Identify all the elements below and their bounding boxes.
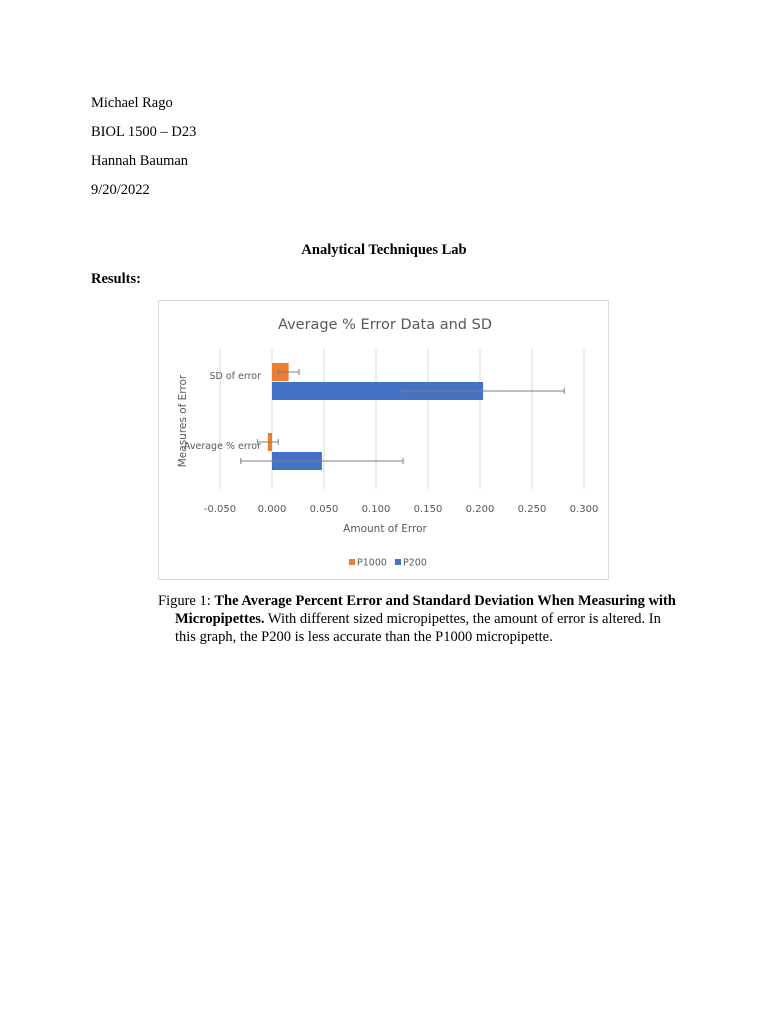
chart-canvas — [159, 301, 610, 581]
category-label: SD of error — [209, 371, 261, 382]
x-tick-label: 0.150 — [413, 504, 443, 515]
author-name: Michael Rago — [91, 95, 173, 111]
legend-label-p1000: P1000 — [357, 557, 387, 569]
x-tick-label: 0.050 — [309, 504, 339, 515]
course-code: BIOL 1500 – D23 — [91, 124, 197, 140]
report-date: 9/20/2022 — [91, 182, 150, 198]
chart-title: Average % Error Data and SD — [278, 317, 492, 333]
x-tick-label: 0.250 — [517, 504, 547, 515]
results-heading: Results: — [91, 271, 141, 287]
x-tick-label: 0.200 — [465, 504, 495, 515]
y-axis-label: Measures of Error — [177, 374, 189, 468]
x-tick-label: 0.100 — [361, 504, 391, 515]
legend-swatch-p200 — [395, 559, 401, 565]
document-title: Analytical Techniques Lab — [301, 242, 467, 258]
x-tick-label: 0.300 — [569, 504, 599, 515]
caption-prefix: Figure 1: — [158, 593, 215, 609]
x-tick-label: -0.050 — [203, 504, 237, 515]
caption-bold-title: The Average Percent Error and Standard Deviation When Measuring with Micropipettes. — [175, 593, 676, 627]
category-label: Average % error — [183, 441, 261, 452]
figure-caption — [158, 592, 678, 646]
x-tick-label: 0.000 — [257, 504, 287, 515]
caption-body: With different sized micropipettes, the amount of error is altered. In this graph, the P200 is less accurate than the P1000 micropipette. — [175, 611, 661, 645]
x-axis-label: Amount of Error — [343, 523, 427, 535]
instructor-name: Hannah Bauman — [91, 153, 189, 169]
error-chart — [158, 300, 609, 580]
legend-label-p200: P200 — [403, 557, 427, 569]
legend-swatch-p1000 — [349, 559, 355, 565]
